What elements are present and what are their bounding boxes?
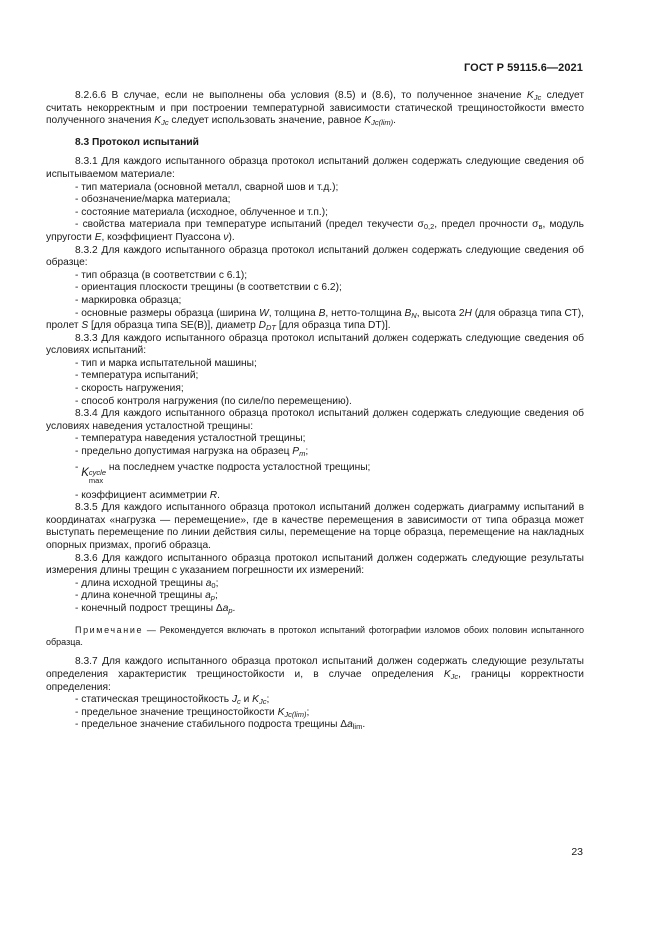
list-item: - температура испытаний; [75, 370, 199, 382]
list-item: - тип и марка испытательной машины; [75, 357, 257, 369]
list-item: - свойства материала при температуре испытаний (предел текучести $\sigma_{0,2}$, предел прочности $\sigma_в$, модуль упругости E, коэффициент Пуассона ν). [46, 219, 584, 243]
paragraph-8-3-7: 8.3.7 Для каждого испытанного образца протокол испытаний должен содержать следующие результаты определения характеристик трещиностойкости и, в случае определения $K_{Jc}$, границы корректности определения: [46, 656, 585, 693]
list-item: - предельное значение трещиностойкости $K_{Jc(lim)}$; [75, 706, 310, 719]
list-item: - длина исходной трещины $a_0$; [75, 577, 219, 590]
list-item: - маркировка образца; [75, 294, 182, 306]
paragraph-8-3-3: 8.3.3 Для каждого испытанного образца протокол испытаний должен содержать следующие сведения об условиях испытаний: [46, 332, 584, 357]
note-label: Примечание [75, 624, 144, 635]
list-item: - скорость нагружения; [75, 383, 184, 395]
standard-header: ГОСТ Р 59115.6—2021 [463, 62, 583, 74]
list-item: - обозначение/марка материала; [75, 194, 231, 206]
paragraph-8-3-5: 8.3.5 Для каждого испытанного образца протокол испытаний должен содержать диаграмму испытаний в координатах «нагрузка — перемещение», где в качестве перемещения в зависимости от типа образца может выступать перемещение по линии действия силы, перемещение на торце образца, перемещение на накладных опорных призмах, прогиб образца. [46, 502, 584, 551]
list-item: - тип образца (в соответствии с 6.1); [75, 269, 248, 281]
list-item: - предельное значение стабильного подроста трещины $\Delta a_{lim}$. [75, 719, 366, 732]
list-item: - конечный подрост трещины $\Delta a_p$. [75, 602, 236, 615]
page-number: 23 [571, 846, 583, 858]
list-item: - способ контроля нагружения (по силе/по перемещению). [75, 395, 352, 407]
document-body [46, 90, 584, 732]
list-item: - длина конечной трещины $a_p$; [75, 590, 218, 603]
k-max-cycle-symbol: K cycle max [81, 466, 106, 485]
list-item: - тип материала (основной металл, сварной шов и т.д.); [75, 181, 339, 193]
paragraph-8-3-1: 8.3.1 Для каждого испытанного образца протокол испытаний должен содержать следующие сведения об испытываемом материале: [46, 156, 584, 180]
list-item: - температура наведения усталостной трещины; [75, 433, 306, 445]
paragraph-8-2-6-6: 8.2.6.6 В случае, если не выполнены оба условия (8.5) и (8.6), то полученное значение $K_{Jc}$ следует считать некорректным и при построении температурной зависимости статической трещиностойкости вместо полученного значения $K_{Jc}$ следует использовать значение, равное $K_{Jc(lim)}$. [46, 90, 584, 128]
list-item: - ориентация плоскости трещины (в соответствии с 6.2); [75, 282, 342, 294]
list-item: - коэффициент асимметрии R. [75, 489, 220, 501]
list-item: - статическая трещиностойкость $J_c$ и $K_{Jc}$; [75, 694, 270, 707]
list-item: - состояние материала (исходное, облученное и т.п.); [75, 206, 328, 218]
note-text: — Рекомендуется включать в протокол испытаний фотографии изломов обоих половин испытанного образца. [46, 624, 584, 647]
list-item: - предельно допустимая нагрузка на образец $P_m$; [75, 446, 309, 459]
paragraph-8-3-6: 8.3.6 Для каждого испытанного образца протокол испытаний должен содержать следующие результаты измерения длины трещин с указанием погрешности их измерений: [46, 552, 584, 577]
list-item: - основные размеры образца (ширина W, толщина B, нетто-толщина $B_N$, высота 2H (для образца типа СТ), пролет S [для образца типа SE(B)], диаметр $D_{DT}$ [для образца типа DT)]. [46, 307, 584, 333]
list-item: - K cycle max на последнем участке подроста усталостной трещины; [75, 461, 371, 485]
section-title-8-3: 8.3 Протокол испытаний [75, 136, 199, 148]
paragraph-8-3-2: 8.3.2 Для каждого испытанного образца протокол испытаний должен содержать следующие сведения об образце: [46, 244, 584, 269]
paragraph-8-3-4: 8.3.4 Для каждого испытанного образца протокол испытаний должен содержать следующие сведения об условиях наведения усталостной трещины: [46, 408, 584, 432]
note [46, 624, 584, 649]
